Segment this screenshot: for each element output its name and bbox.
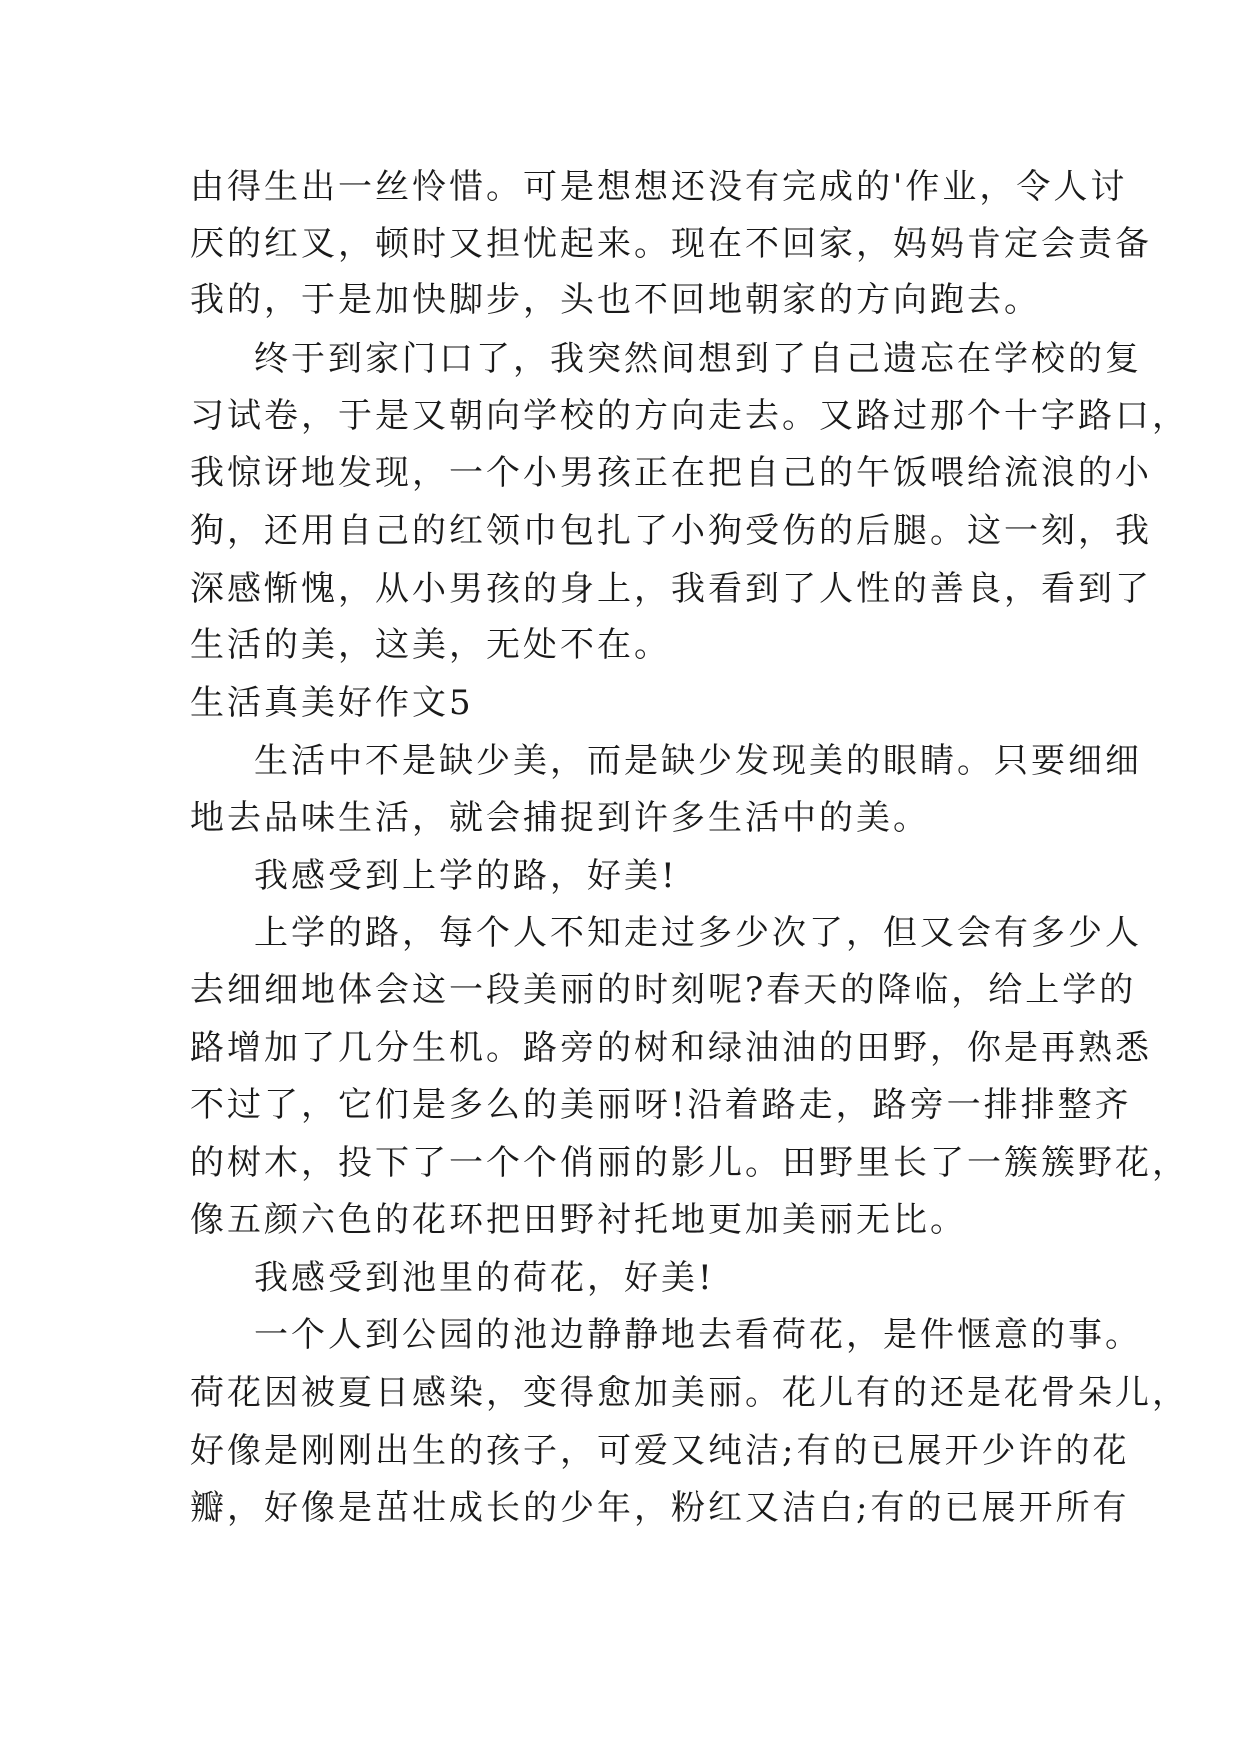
text-line: 像五颜六色的花环把田野衬托地更加美丽无比。: [190, 1200, 967, 1240]
text-line: 一个人到公园的池边静静地去看荷花，是件惬意的事。: [254, 1315, 1142, 1355]
text-line: 不过了，它们是多么的美丽呀!沿着路走，路旁一排排整齐: [190, 1085, 1132, 1125]
text-line: 生活中不是缺少美，而是缺少发现美的眼睛。只要细细: [254, 741, 1142, 781]
text-line: 我惊讶地发现，一个小男孩正在把自己的午饭喂给流浪的小: [190, 453, 1152, 493]
text-line: 的树木，投下了一个个俏丽的影儿。田野里长了一簇簇野花，: [190, 1143, 1189, 1183]
text-line: 我感受到池里的荷花，好美!: [254, 1258, 715, 1298]
text-line: 瓣，好像是茁壮成长的少年，粉红又洁白;有的已展开所有: [190, 1488, 1130, 1528]
text-line: 习试卷，于是又朝向学校的方向走去。又路过那个十字路口，: [190, 396, 1189, 436]
text-line: 上学的路，每个人不知走过多少次了，但又会有多少人: [254, 913, 1142, 953]
text-line: 好像是刚刚出生的孩子，可爱又纯洁;有的已展开少许的花: [190, 1431, 1130, 1471]
text-line: 我的，于是加快脚步，头也不回地朝家的方向跑去。: [190, 280, 1041, 320]
text-line: 狗，还用自己的红领巾包扎了小狗受伤的后腿。这一刻，我: [190, 511, 1152, 551]
text-line: 厌的红叉，顿时又担忧起来。现在不回家，妈妈肯定会责备: [190, 224, 1152, 264]
text-line: 去细细地体会这一段美丽的时刻呢?春天的降临，给上学的: [190, 970, 1137, 1010]
text-line: 终于到家门口了，我突然间想到了自己遗忘在学校的复: [254, 339, 1142, 379]
text-line: 路增加了几分生机。路旁的树和绿油油的田野，你是再熟悉: [190, 1028, 1152, 1068]
text-line: 我感受到上学的路，好美!: [254, 856, 678, 896]
section-heading: 生活真美好作文5: [190, 683, 474, 723]
text-line: 荷花因被夏日感染，变得愈加美丽。花儿有的还是花骨朵儿，: [190, 1373, 1189, 1413]
text-line: 深感惭愧，从小男孩的身上，我看到了人性的善良，看到了: [190, 569, 1152, 609]
text-line: 地去品味生活，就会捕捉到许多生活中的美。: [190, 798, 930, 838]
text-line: 由得生出一丝怜惜。可是想想还没有完成的'作业，令人讨: [190, 167, 1128, 207]
text-line: 生活的美，这美，无处不在。: [190, 625, 671, 665]
